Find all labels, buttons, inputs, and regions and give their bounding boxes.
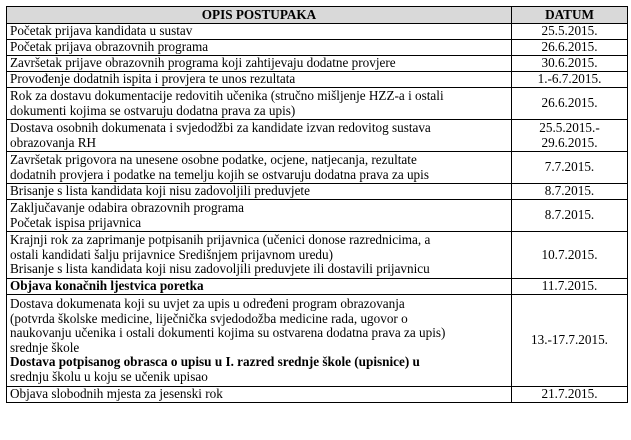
- row-description: [7, 72, 512, 88]
- table-row: [7, 24, 628, 40]
- description-line: Dostava dokumenata koji su uvjet za upis u određeni program obrazovanja: [10, 296, 405, 311]
- row-description: [7, 279, 512, 295]
- date-line: 29.6.2015.: [541, 134, 598, 150]
- description-line: Dostava potpisanog obrasca o upisu u I. razred srednje škole (upisnice) u: [10, 354, 420, 369]
- row-date: 25.5.2015.: [512, 24, 628, 40]
- row-description: [7, 232, 512, 279]
- column-header-description: OPIS POSTUPAKA: [7, 7, 512, 24]
- row-date: 26.6.2015.: [512, 88, 628, 120]
- row-date: 13.-17.7.2015.: [512, 295, 628, 387]
- column-header-date: DATUM: [512, 7, 628, 24]
- row-date: 8.7.2015.: [512, 200, 628, 232]
- table-row: [7, 184, 628, 200]
- row-description: [7, 120, 512, 152]
- description-line: Rok za dostavu dokumentacije redovitih učenika (stručno mišljenje HZZ-a i ostali: [10, 88, 444, 103]
- description-line: Završetak prijave obrazovnih programa koji zahtijevaju dodatne provjere: [10, 55, 396, 71]
- table-row: [7, 120, 628, 152]
- row-description: [7, 56, 512, 72]
- row-description: [7, 152, 512, 184]
- row-description: [7, 40, 512, 56]
- description-line: dokumenti kojima se ostvaruju dodatna prava za upis): [10, 102, 296, 118]
- description-line: Brisanje s lista kandidata koji nisu zadovoljili preduvjete: [10, 183, 310, 199]
- date-line: 25.5.2015.-: [539, 120, 600, 135]
- table-row: [7, 387, 628, 403]
- row-date: 26.6.2015.: [512, 40, 628, 56]
- description-line: ostali kandidati šalju prijavnice Središnjem prijavnom uredu): [10, 246, 334, 262]
- row-date: 11.7.2015.: [512, 279, 628, 295]
- description-line: srednju školu u koju se učenik upisao: [10, 368, 208, 384]
- table-row: [7, 72, 628, 88]
- row-description: [7, 295, 512, 387]
- row-date: 7.7.2015.: [512, 152, 628, 184]
- row-date: [512, 120, 628, 152]
- table-row: [7, 152, 628, 184]
- description-line: Zaključavanje odabira obrazovnih programa: [10, 200, 244, 215]
- table-row: [7, 56, 628, 72]
- row-date: 8.7.2015.: [512, 184, 628, 200]
- table-row: [7, 200, 628, 232]
- table-header-row: [7, 7, 628, 24]
- row-date: 21.7.2015.: [512, 387, 628, 403]
- description-line: dodatnih provjera i podatke na temelju kojih se ostvaruju dodatna prava za upis: [10, 166, 429, 182]
- row-description: [7, 387, 512, 403]
- table-row: [7, 279, 628, 295]
- row-date: 10.7.2015.: [512, 232, 628, 279]
- description-line: Dostava osobnih dokumenata i svjedodžbi za kandidate izvan redovitog sustava: [10, 120, 431, 135]
- description-line: Krajnji rok za zaprimanje potpisanih prijavnica (učenici donose razrednicima, a: [10, 232, 431, 248]
- row-description: [7, 200, 512, 232]
- description-line: Početak ispisa prijavnica: [10, 214, 142, 230]
- table-row: [7, 295, 628, 387]
- description-line: Brisanje s lista kandidata koji nisu zadovoljili preduvjete ili dostavili prijavnicu: [10, 261, 430, 277]
- schedule-table: [6, 6, 628, 403]
- description-line: Početak prijava kandidata u sustav: [10, 23, 193, 39]
- row-description: [7, 184, 512, 200]
- description-line: obrazovanja RH: [10, 134, 97, 150]
- description-line: naukovanju učenika i ostali dokumenti kojima su ostvarena dodatna prava za upis): [10, 325, 446, 340]
- description-line: Provođenje dodatnih ispita i provjera te unos rezultata: [10, 71, 296, 87]
- table-row: [7, 40, 628, 56]
- description-line: Objava slobodnih mjesta za jesenski rok: [10, 386, 223, 402]
- table-row: [7, 88, 628, 120]
- description-line: srednje škole: [10, 339, 80, 355]
- row-description: [7, 24, 512, 40]
- description-line: Početak prijava obrazovnih programa: [10, 39, 209, 55]
- row-date: 1.-6.7.2015.: [512, 72, 628, 88]
- description-line: (potvrda školske medicine, liječnička svjedodožba medicine rada, ugovor o: [10, 310, 408, 326]
- description-line: Završetak prigovora na unesene osobne podatke, ocjene, natjecanja, rezultate: [10, 152, 417, 167]
- row-description: [7, 88, 512, 120]
- description-line: Objava konačnih ljestvica poretka: [10, 278, 204, 294]
- table-row: [7, 232, 628, 279]
- row-date: 30.6.2015.: [512, 56, 628, 72]
